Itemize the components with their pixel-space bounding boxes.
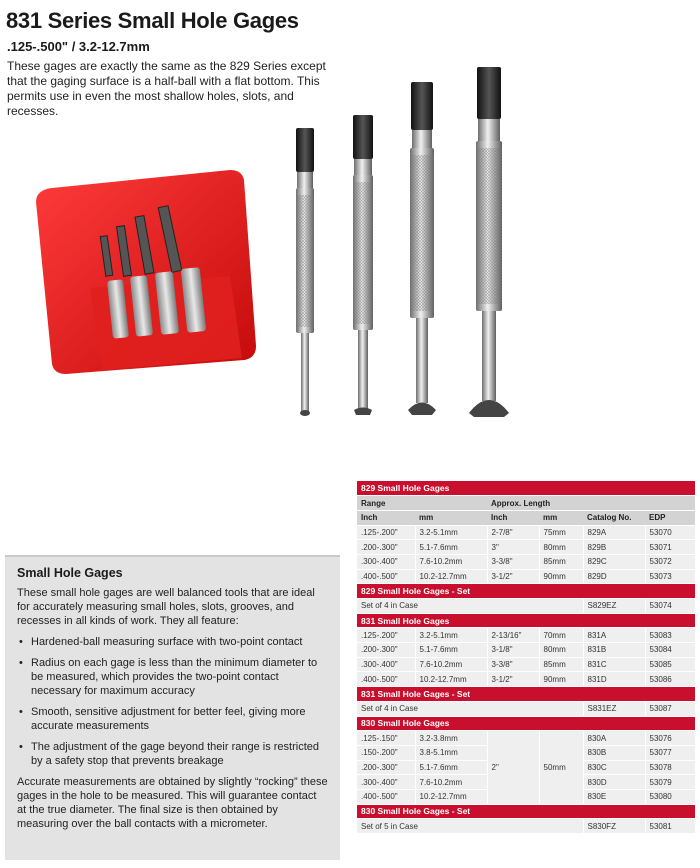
range-inch: .150-.200"	[357, 745, 415, 760]
section-header-830-set	[357, 804, 695, 819]
edp: 53085	[645, 657, 695, 672]
edp: 53073	[645, 569, 695, 584]
header-blank	[645, 496, 695, 511]
length-mm: 50mm	[539, 731, 583, 804]
edp: 53081	[645, 819, 695, 834]
range-inch: .125-.150"	[357, 731, 415, 746]
table-row	[357, 554, 695, 569]
length-inch: 2-13/16"	[487, 628, 539, 643]
range-inch: .300-.400"	[357, 554, 415, 569]
section-header-830	[357, 716, 695, 731]
length-inch: 3-3/8"	[487, 554, 539, 569]
column-header-row	[357, 496, 695, 511]
range-mm: 5.1-7.6mm	[415, 540, 487, 555]
gage-set-case-image	[30, 168, 265, 378]
bullet-icon: •	[19, 706, 23, 718]
edp: 53070	[645, 525, 695, 540]
length-mm: 85mm	[539, 657, 583, 672]
bullet-icon: •	[19, 741, 23, 753]
range-mm: 7.6-10.2mm	[415, 775, 487, 790]
bullet-icon: •	[19, 636, 23, 648]
length-inch-header: Inch	[487, 510, 539, 525]
table-row	[357, 525, 695, 540]
catalog-no: 830C	[583, 760, 645, 775]
edp: 53076	[645, 731, 695, 746]
length-mm: 90mm	[539, 569, 583, 584]
feature-lead-paragraph: These small hole gages are well balanced tools that are ideal for accurately measuring small holes, slots, grooves, and recesses in all kinds of work. They all feature:	[17, 587, 315, 627]
bullet-icon: •	[19, 657, 23, 669]
table-row	[357, 819, 695, 834]
set-label: Set of 4 in Case	[357, 599, 583, 614]
catalog-no: 830D	[583, 775, 645, 790]
section-header-829	[357, 481, 695, 496]
feature-list-item	[17, 656, 328, 698]
length-header: Approx. Length	[487, 496, 583, 511]
edp: 53072	[645, 554, 695, 569]
catalog-header: Catalog No.	[583, 510, 645, 525]
catalog-no: 829B	[583, 540, 645, 555]
length-inch: 3-1/2"	[487, 569, 539, 584]
feature-box-title: Small Hole Gages	[17, 566, 123, 580]
table-row	[357, 569, 695, 584]
table-row	[357, 540, 695, 555]
feature-list-item	[17, 635, 328, 649]
section-title: 829 Small Hole Gages - Set	[357, 584, 695, 599]
feature-list-item	[17, 705, 328, 733]
intro-paragraph: These gages are exactly the same as the 829 Series except that the gaging surface is a half-ball with a flat bottom. This permits use in even the most shallow holes, slots, and recesses.	[7, 59, 326, 118]
catalog-no: S830FZ	[583, 819, 645, 834]
page-title: 831 Series Small Hole Gages	[6, 8, 299, 33]
edp: 53084	[645, 643, 695, 658]
range-inch: .200-.300"	[357, 643, 415, 658]
length-mm-header: mm	[539, 510, 583, 525]
feature-text: Smooth, sensitive adjustment for better feel, giving more accurate measurements	[31, 706, 306, 732]
catalog-no: 831C	[583, 657, 645, 672]
catalog-no: 829D	[583, 569, 645, 584]
header-blank	[583, 496, 645, 511]
length-mm: 75mm	[539, 525, 583, 540]
length-mm: 70mm	[539, 628, 583, 643]
catalog-no: 830E	[583, 789, 645, 804]
column-subheader-row	[357, 510, 695, 525]
edp: 53074	[645, 599, 695, 614]
section-title: 830 Small Hole Gages - Set	[357, 804, 695, 819]
edp: 53080	[645, 789, 695, 804]
catalog-no: 831B	[583, 643, 645, 658]
catalog-no: S829EZ	[583, 599, 645, 614]
range-mm: 7.6-10.2mm	[415, 657, 487, 672]
length-inch: 3-3/8"	[487, 657, 539, 672]
range-mm: 3.2-5.1mm	[415, 628, 487, 643]
mm-header: mm	[415, 510, 487, 525]
table-row	[357, 599, 695, 614]
range-inch: .400-.500"	[357, 672, 415, 687]
section-title: 830 Small Hole Gages	[357, 716, 695, 731]
range-mm: 5.1-7.6mm	[415, 760, 487, 775]
specification-table	[357, 481, 695, 834]
catalog-no: 831A	[583, 628, 645, 643]
edp: 53078	[645, 760, 695, 775]
length-inch: 2"	[487, 731, 539, 804]
catalog-no: 829A	[583, 525, 645, 540]
edp: 53086	[645, 672, 695, 687]
edp-header: EDP	[645, 510, 695, 525]
feature-text: Hardened-ball measuring surface with two-point contact	[31, 636, 303, 648]
range-inch: .400-.500"	[357, 569, 415, 584]
catalog-no: 829C	[583, 554, 645, 569]
gages-photo	[270, 55, 530, 420]
edp: 53087	[645, 701, 695, 716]
section-title: 831 Small Hole Gages - Set	[357, 687, 695, 702]
table-row	[357, 731, 695, 746]
table-row	[357, 657, 695, 672]
length-mm: 80mm	[539, 540, 583, 555]
set-label: Set of 4 in Case	[357, 701, 583, 716]
section-header-829-set	[357, 584, 695, 599]
range-inch: .400-.500"	[357, 789, 415, 804]
table-row	[357, 628, 695, 643]
table-row	[357, 672, 695, 687]
length-mm: 85mm	[539, 554, 583, 569]
catalog-no: 831D	[583, 672, 645, 687]
range-inch: .125-.200"	[357, 628, 415, 643]
range-mm: 7.6-10.2mm	[415, 554, 487, 569]
range-inch: .200-.300"	[357, 540, 415, 555]
edp: 53077	[645, 745, 695, 760]
range-inch: .300-.400"	[357, 775, 415, 790]
feature-text: The adjustment of the gage beyond their range is restricted by a safety stop that prevents breakage	[31, 741, 320, 767]
catalog-no: S831EZ	[583, 701, 645, 716]
range-mm: 10.2-12.7mm	[415, 672, 487, 687]
length-mm: 80mm	[539, 643, 583, 658]
inch-header: Inch	[357, 510, 415, 525]
length-inch: 3"	[487, 540, 539, 555]
range-mm: 3.2-5.1mm	[415, 525, 487, 540]
set-label: Set of 5 in Case	[357, 819, 583, 834]
table-row	[357, 643, 695, 658]
length-inch: 3-1/8"	[487, 643, 539, 658]
range-header: Range	[357, 496, 487, 511]
section-header-831	[357, 613, 695, 628]
catalog-no: 830B	[583, 745, 645, 760]
feature-list	[17, 635, 328, 768]
edp: 53083	[645, 628, 695, 643]
range-mm: 5.1-7.6mm	[415, 643, 487, 658]
range-inch: .200-.300"	[357, 760, 415, 775]
length-inch: 3-1/2"	[487, 672, 539, 687]
section-title: 829 Small Hole Gages	[357, 481, 695, 496]
section-title: 831 Small Hole Gages	[357, 613, 695, 628]
range-mm: 10.2-12.7mm	[415, 569, 487, 584]
feature-closing-paragraph: Accurate measurements are obtained by slightly “rocking” these gages in the hole to be measured. This will guarantee contact at the true diameter. The final size is then obtained by measuring over the ball contacts with a micrometer.	[17, 776, 328, 830]
range-inch: .125-.200"	[357, 525, 415, 540]
range-mm: 10.2-12.7mm	[415, 789, 487, 804]
edp: 53079	[645, 775, 695, 790]
table-row	[357, 701, 695, 716]
feature-text: Radius on each gage is less than the minimum diameter to be measured, which provides the two-point contact necessary for maximum accuracy	[31, 657, 318, 697]
size-range-subtitle: .125-.500" / 3.2-12.7mm	[7, 39, 150, 54]
section-header-831-set	[357, 687, 695, 702]
feature-box	[5, 555, 340, 860]
range-inch: .300-.400"	[357, 657, 415, 672]
length-mm: 90mm	[539, 672, 583, 687]
range-mm: 3.8-5.1mm	[415, 745, 487, 760]
catalog-no: 830A	[583, 731, 645, 746]
length-inch: 2-7/8"	[487, 525, 539, 540]
range-mm: 3.2-3.8mm	[415, 731, 487, 746]
feature-list-item	[17, 740, 328, 768]
edp: 53071	[645, 540, 695, 555]
